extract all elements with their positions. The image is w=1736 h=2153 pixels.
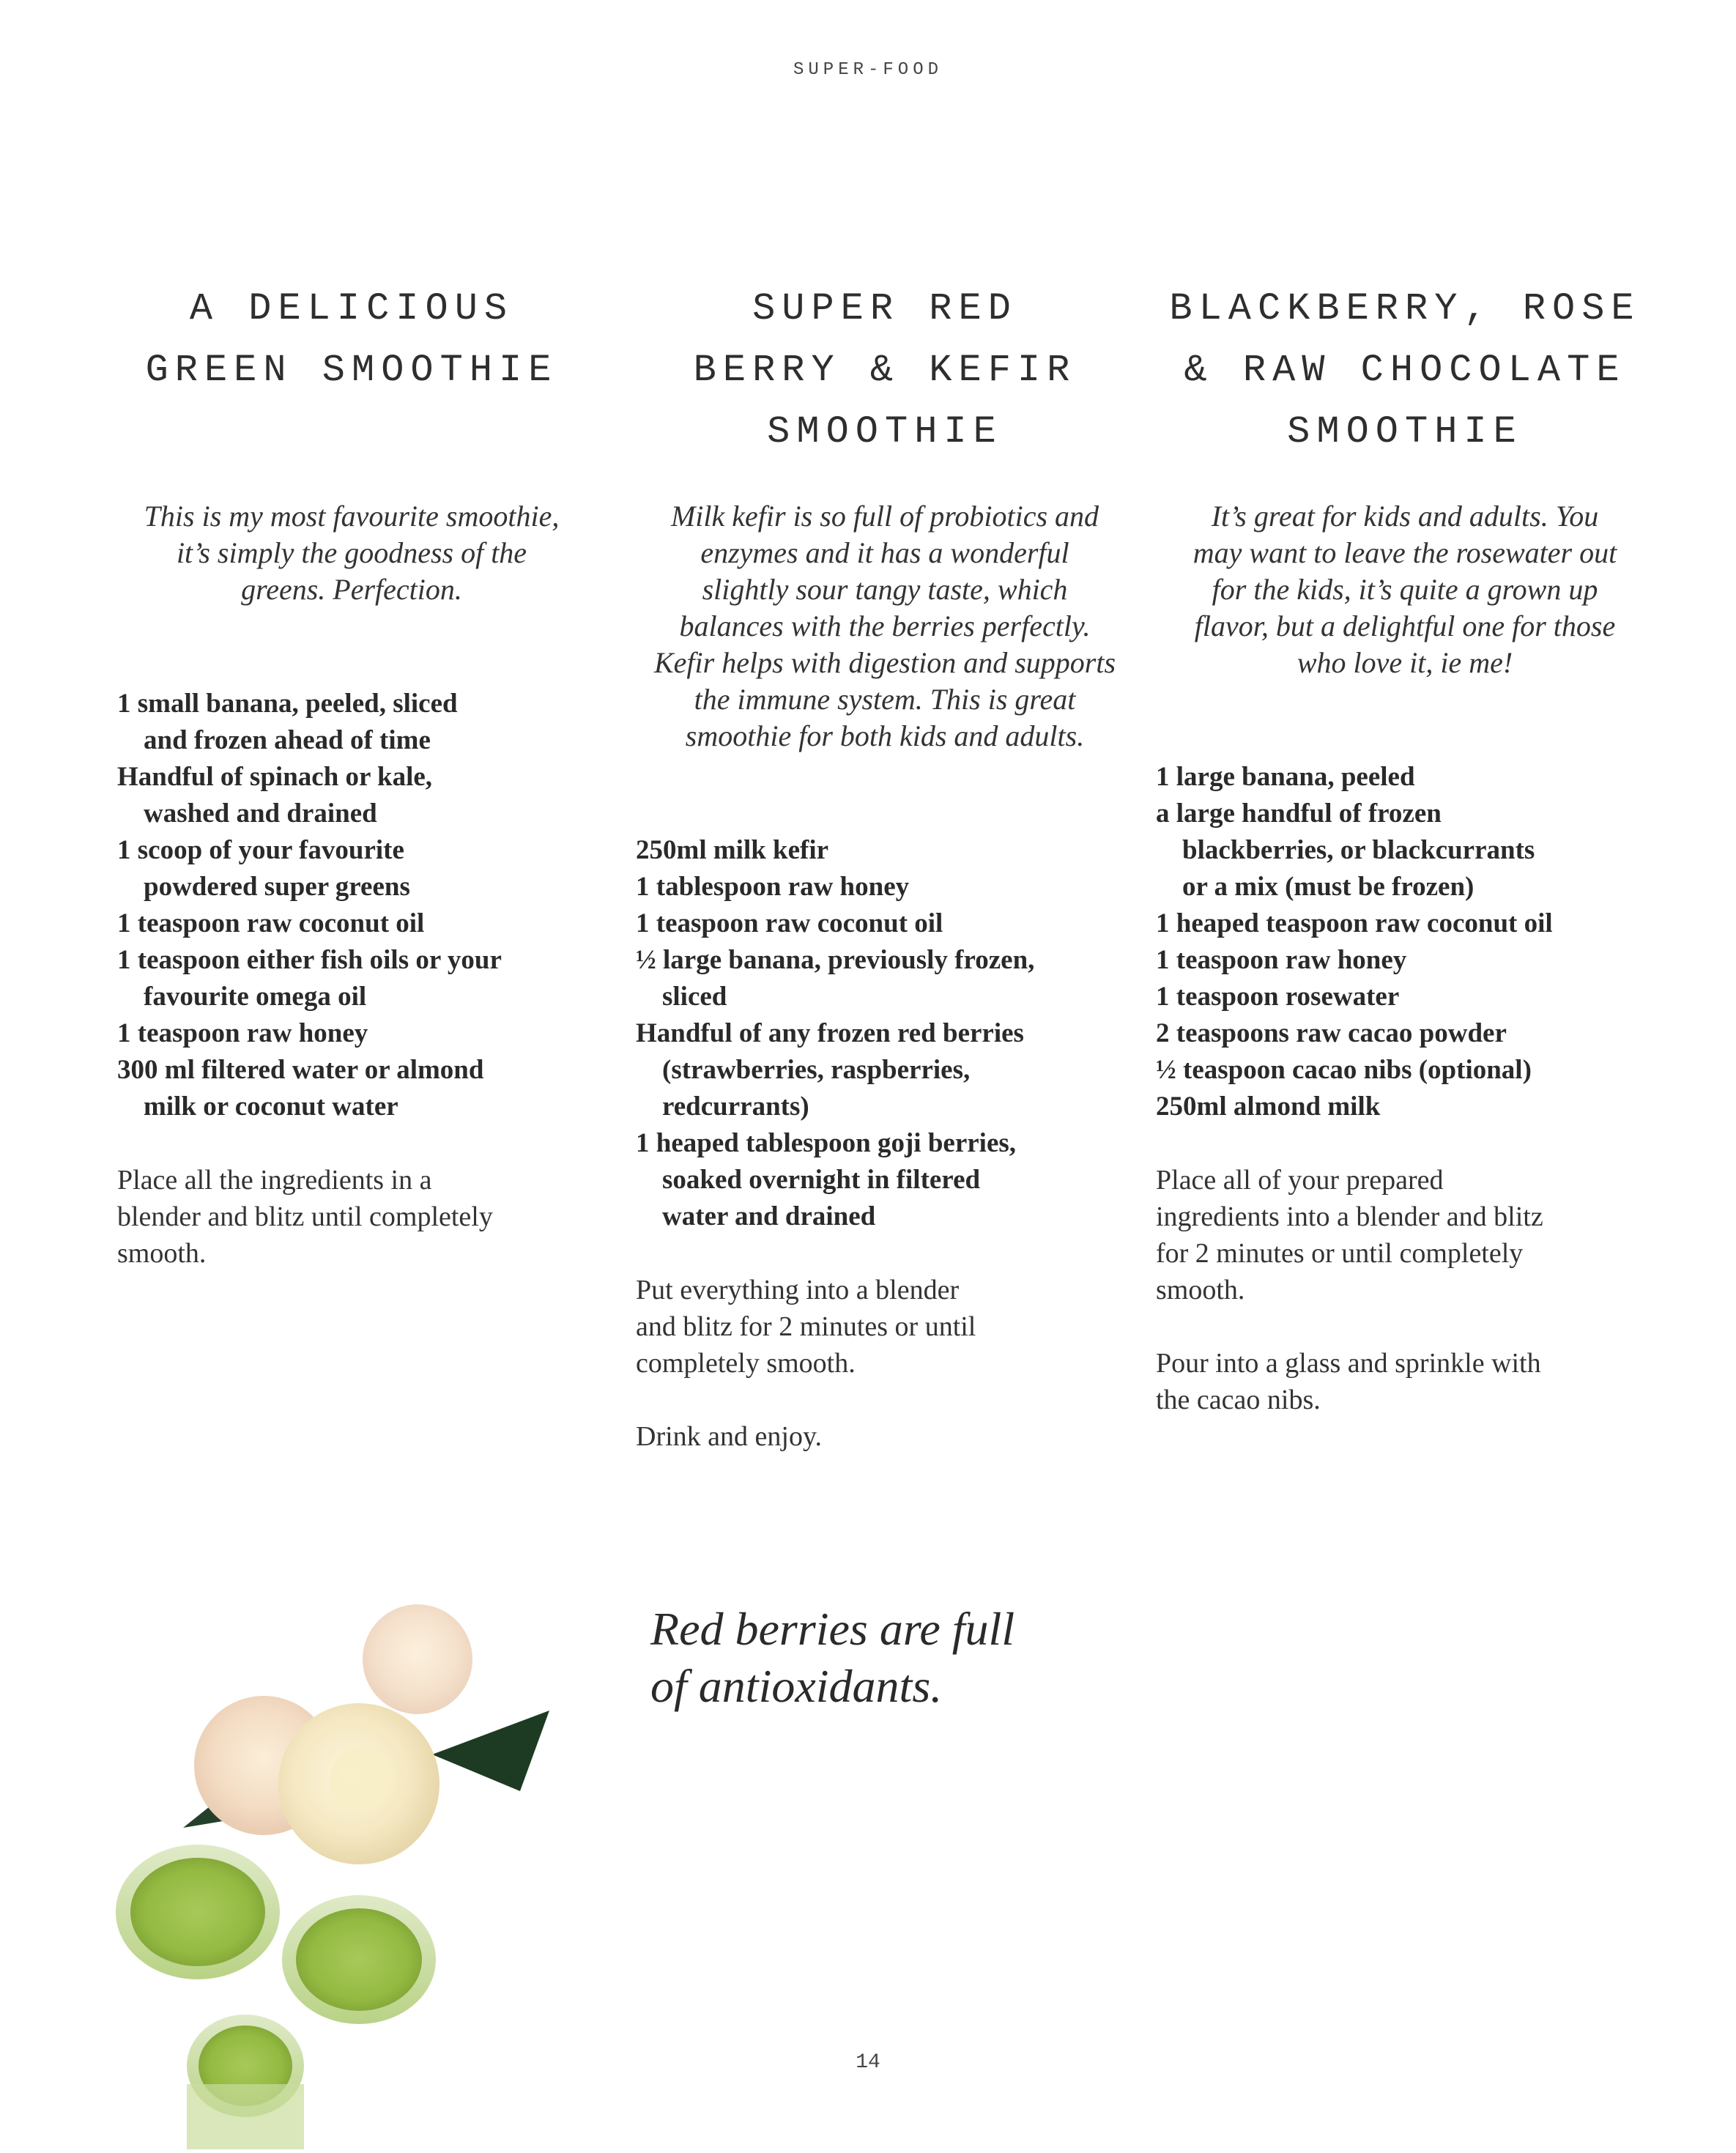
recipe-title: [117, 278, 586, 401]
recipe-green-smoothie: [117, 278, 586, 1272]
method-line: Place all the ingredients in a: [117, 1165, 432, 1196]
recipe-title: [636, 278, 1134, 463]
ingredient-line: 1 teaspoon raw honey: [1156, 945, 1407, 975]
page-number: 14: [856, 2051, 880, 2074]
intro-line: This is my most favourite smoothie,: [144, 500, 560, 533]
title-line: & RAW CHOCOLATE: [1184, 349, 1626, 392]
glass-body: [187, 2084, 304, 2149]
ingredient: [636, 1015, 1134, 1125]
rose-shape: [363, 1604, 472, 1714]
ingredient: [1156, 942, 1654, 979]
ingredient-line: sliced: [662, 982, 727, 1012]
ingredient-line: Handful of any frozen red berries: [636, 1018, 1024, 1048]
pull-quote-line: Red berries are full: [650, 1603, 1015, 1655]
ingredient-list: [117, 686, 586, 1125]
ingredient: [636, 942, 1134, 1015]
ingredient: [636, 1125, 1134, 1235]
ingredient: [117, 1052, 586, 1125]
method-line: for 2 minutes or until completely: [1156, 1238, 1524, 1269]
intro-line: it’s simply the goodness of the: [176, 536, 527, 569]
method-line: completely smooth.: [636, 1348, 856, 1379]
method-paragraph: [1156, 1162, 1654, 1308]
title-line: GREEN SMOOTHIE: [145, 349, 558, 392]
title-line: SMOOTHIE: [767, 410, 1003, 453]
ingredient-line: redcurrants): [662, 1092, 809, 1122]
pull-quote: [650, 1601, 1014, 1715]
ingredient-line: ½ teaspoon cacao nibs (optional): [1156, 1055, 1532, 1085]
pull-quote-line: of antioxidants.: [650, 1660, 943, 1712]
ingredient: [117, 1015, 586, 1052]
ingredient-line: 1 teaspoon rosewater: [1156, 982, 1400, 1012]
ingredient-line: 1 heaped tablespoon goji berries,: [636, 1128, 1017, 1158]
ingredient-line: 250ml milk kefir: [636, 835, 829, 865]
ingredient-line: water and drained: [662, 1201, 876, 1231]
ingredient-line: washed and drained: [144, 798, 377, 829]
intro-line: greens. Perfection.: [241, 573, 462, 606]
ingredient-line: favourite omega oil: [144, 982, 367, 1012]
ingredient-line: 1 teaspoon raw coconut oil: [117, 908, 425, 938]
ingredient-line: 300 ml filtered water or almond: [117, 1055, 484, 1085]
ingredient: [1156, 1015, 1654, 1052]
intro-line: who love it, ie me!: [1297, 646, 1513, 679]
method-line: and blitz for 2 minutes or until: [636, 1311, 976, 1342]
ingredient-line: 1 teaspoon raw honey: [117, 1018, 368, 1048]
ingredient-line: 250ml almond milk: [1156, 1092, 1381, 1122]
ingredient: [1156, 796, 1654, 905]
recipe-intro: [1156, 498, 1654, 681]
ingredient: [1156, 1052, 1654, 1089]
ingredient-line: and frozen ahead of time: [144, 725, 431, 755]
ingredient-line: 1 scoop of your favourite: [117, 835, 404, 865]
method-paragraph: [636, 1418, 1134, 1455]
ingredient-line: 1 heaped teaspoon raw coconut oil: [1156, 908, 1553, 938]
ingredient: [117, 686, 586, 759]
intro-line: enzymes and it has a wonderful: [700, 536, 1069, 569]
ingredient: [117, 832, 586, 905]
method-paragraph: [636, 1272, 1134, 1382]
running-head: SUPER-FOOD: [793, 60, 943, 80]
ingredient-line: 1 teaspoon either fish oils or your: [117, 945, 502, 975]
ingredient-line: (strawberries, raspberries,: [662, 1055, 971, 1085]
rose-center: [330, 1747, 396, 1813]
method-line: Put everything into a blender: [636, 1275, 960, 1305]
intro-line: the immune system. This is great: [694, 683, 1076, 716]
recipe-red-berry-kefir: [636, 278, 1134, 1455]
ingredient-line: ½ large banana, previously frozen,: [636, 945, 1035, 975]
intro-line: may want to leave the rosewater out: [1192, 536, 1617, 569]
intro-line: It’s great for kids and adults. You: [1211, 500, 1599, 533]
recipe-intro: [636, 498, 1134, 755]
ingredient: [1156, 1089, 1654, 1125]
title-line: BLACKBERRY, ROSE: [1169, 287, 1641, 330]
intro-line: slightly sour tangy taste, which: [702, 573, 1068, 606]
ingredient: [117, 942, 586, 1015]
intro-line: smoothie for both kids and adults.: [685, 719, 1085, 752]
smoothie-surface: [296, 1908, 422, 2011]
ingredient: [636, 869, 1134, 905]
method-line: blender and blitz until completely: [117, 1201, 493, 1232]
method-line: Pour into a glass and sprinkle with: [1156, 1348, 1541, 1379]
method-line: Drink and enjoy.: [636, 1421, 822, 1452]
intro-line: Milk kefir is so full of probiotics and: [670, 500, 1099, 533]
title-line: A DELICIOUS: [189, 287, 514, 330]
method-paragraph: [117, 1162, 586, 1272]
ingredient: [636, 832, 1134, 869]
ingredient: [1156, 759, 1654, 796]
ingredient-list: [1156, 759, 1654, 1125]
title-line: SUPER RED: [752, 287, 1017, 330]
ingredient: [117, 905, 586, 942]
ingredient-list: [636, 832, 1134, 1235]
ingredient: [636, 905, 1134, 942]
ingredient-line: 1 small banana, peeled, sliced: [117, 689, 458, 719]
ingredient: [1156, 905, 1654, 942]
ingredient-line: 1 teaspoon raw coconut oil: [636, 908, 943, 938]
method-paragraph: [1156, 1345, 1654, 1418]
intro-line: balances with the berries perfectly.: [679, 609, 1091, 642]
title-line: BERRY & KEFIR: [693, 349, 1077, 392]
method-line: smooth.: [117, 1238, 207, 1269]
intro-line: for the kids, it’s quite a grown up: [1212, 573, 1598, 606]
intro-line: Kefir helps with digestion and supports: [653, 646, 1116, 679]
ingredient-line: powdered super greens: [144, 872, 410, 902]
ingredient: [1156, 979, 1654, 1015]
ingredient-line: 1 large banana, peeled: [1156, 762, 1415, 792]
ingredient-line: or a mix (must be frozen): [1182, 872, 1475, 902]
title-line: SMOOTHIE: [1287, 410, 1523, 453]
method-line: the cacao nibs.: [1156, 1385, 1321, 1415]
recipe-intro: [117, 498, 586, 608]
ingredient: [117, 759, 586, 832]
ingredient-line: Handful of spinach or kale,: [117, 762, 433, 792]
ingredient-line: a large handful of frozen: [1156, 798, 1442, 829]
ingredient-line: soaked overnight in filtered: [662, 1165, 981, 1195]
smoothie-surface: [130, 1858, 265, 1966]
ingredient-line: milk or coconut water: [144, 1092, 398, 1122]
recipe-title: [1156, 278, 1654, 463]
method-line: ingredients into a blender and blitz: [1156, 1201, 1543, 1232]
ingredient-line: 1 tablespoon raw honey: [636, 872, 910, 902]
intro-line: flavor, but a delightful one for those: [1194, 609, 1616, 642]
method-line: Place all of your prepared: [1156, 1165, 1444, 1196]
method-line: smooth.: [1156, 1275, 1245, 1305]
ingredient-line: blackberries, or blackcurrants: [1182, 835, 1535, 865]
recipe-blackberry-rose-chocolate: [1156, 278, 1654, 1418]
ingredient-line: 2 teaspoons raw cacao powder: [1156, 1018, 1507, 1048]
